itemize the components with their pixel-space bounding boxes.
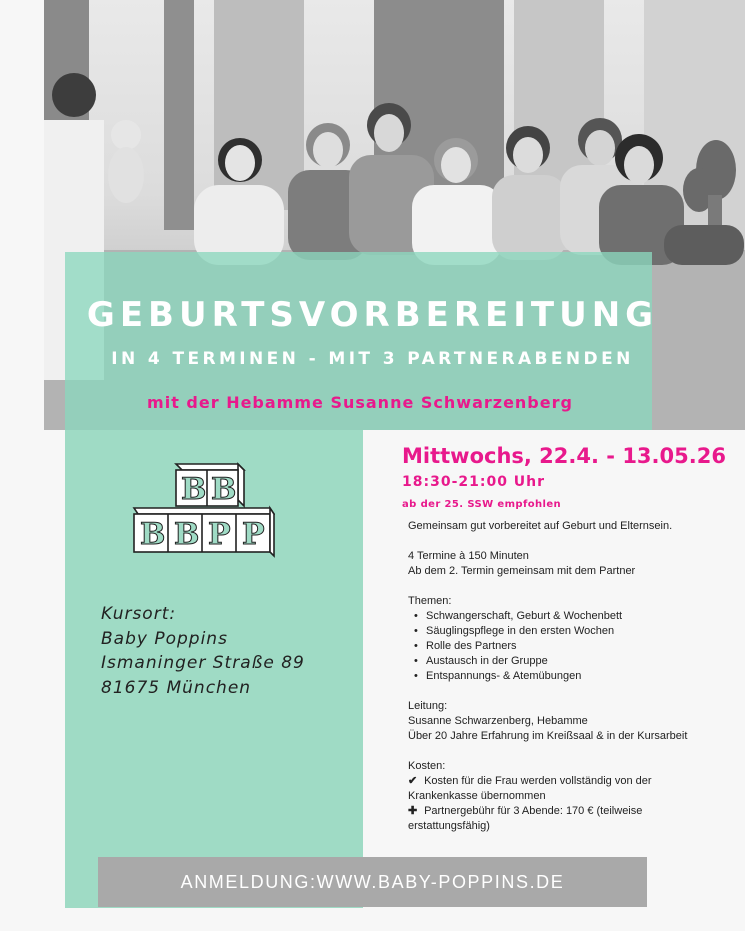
lead-experience: Über 20 Jahre Erfahrung im Kreißsaal & in der Kursarbeit bbox=[408, 730, 688, 742]
topics-label: Themen: bbox=[408, 595, 452, 607]
page-subtitle: IN 4 TERMINEN - MIT 3 PARTNERABENDEN bbox=[111, 349, 634, 369]
list-item: • Rolle des Partners bbox=[408, 639, 698, 654]
logo-letter: B bbox=[181, 472, 207, 507]
lead-name: Susanne Schwarzenberg, Hebamme bbox=[408, 715, 588, 727]
cost-partner bbox=[408, 804, 698, 834]
topics-list bbox=[408, 609, 698, 684]
page-title: GEBURTSVORBEREITUNG bbox=[86, 295, 659, 335]
logo-letter: B bbox=[140, 517, 166, 552]
checkmark-icon: ✔ bbox=[408, 775, 418, 787]
cost-mother-text: Kosten für die Frau werden vollständig von der Krankenkasse übernommen bbox=[408, 775, 652, 802]
registration-link[interactable]: ANMELDUNG:WWW.BABY-POPPINS.DE bbox=[98, 857, 647, 907]
list-item: • Entspannungs- & Atemübungen bbox=[408, 669, 698, 684]
cost-partner-text: Partnergebühr für 3 Abende: 170 € (teilweise erstattungsfähig) bbox=[408, 805, 643, 832]
course-details bbox=[408, 519, 698, 834]
venue-street: Ismaninger Straße 89 bbox=[101, 653, 305, 673]
lead-label: Leitung: bbox=[408, 700, 448, 712]
midwife-byline: mit der Hebamme Susanne Schwarzenberg bbox=[147, 393, 573, 412]
plus-icon: ✚ bbox=[408, 805, 418, 817]
list-item: • Säuglingspflege in den ersten Wochen bbox=[408, 624, 698, 639]
list-item: • Austausch in der Gruppe bbox=[408, 654, 698, 669]
logo-letter: B bbox=[174, 517, 200, 552]
baby-poppins-logo bbox=[130, 460, 275, 573]
course-dates: Mittwochs, 22.4. - 13.05.26 bbox=[402, 444, 726, 468]
sessions-text: 4 Termine à 150 Minuten bbox=[408, 550, 529, 562]
venue-address bbox=[101, 602, 356, 700]
pregnancy-week-note: ab der 25. SSW empfohlen bbox=[402, 499, 562, 510]
logo-letter: P bbox=[208, 517, 231, 552]
cost-mother bbox=[408, 774, 698, 804]
venue-city: 81675 München bbox=[101, 677, 252, 698]
logo-letter: B bbox=[211, 472, 237, 507]
logo-letter: P bbox=[242, 517, 265, 552]
venue-label: Kursort: bbox=[101, 604, 177, 624]
partner-text: Ab dem 2. Termin gemeinsam mit dem Partner bbox=[408, 565, 636, 577]
intro-text: Gemeinsam gut vorbereitet auf Geburt und Elternsein. bbox=[408, 520, 673, 532]
course-time: 18:30-21:00 Uhr bbox=[402, 474, 546, 490]
venue-name: Baby Poppins bbox=[101, 628, 228, 649]
list-item: • Schwangerschaft, Geburt & Wochenbett bbox=[408, 609, 698, 624]
cost-label: Kosten: bbox=[408, 760, 446, 772]
